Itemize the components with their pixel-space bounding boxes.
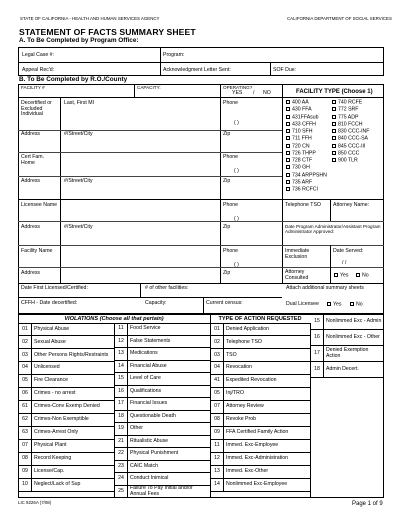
violation-label: Crimes-Arrest Only <box>34 429 79 436</box>
operating-label: OPERATING? <box>223 85 253 90</box>
violation-row[interactable] <box>114 373 210 386</box>
checkbox-icon[interactable] <box>286 115 290 119</box>
street-city-hint: #/Street/City <box>64 131 93 137</box>
facility-type-label: 734 ARPPSHN <box>292 171 327 178</box>
facility-type-option[interactable] <box>332 158 369 165</box>
violation-row[interactable] <box>18 375 114 388</box>
checkbox-icon[interactable] <box>286 136 290 140</box>
violation-row[interactable] <box>18 427 114 440</box>
checkbox-icon[interactable] <box>286 158 290 162</box>
violation-row[interactable] <box>18 466 114 479</box>
facility-type-label: 900 TLR <box>338 157 358 164</box>
violation-row[interactable] <box>114 348 210 361</box>
program-label: Program: <box>163 52 185 58</box>
agency-name: STATE OF CALIFORNIA - HEALTH AND HUMAN SERVICES AGENCY <box>20 16 160 21</box>
facility-type-title: FACILITY TYPE (Choose 1) <box>296 89 373 95</box>
attorney-consulted-yes[interactable]: Yes <box>334 273 348 279</box>
cert-fam-home-label: Cert Fam. Home <box>21 154 45 166</box>
violation-row[interactable] <box>18 362 114 375</box>
zip-label: Zip <box>223 131 231 137</box>
date-first-licensed-label: Date First Licensed/Certified: <box>21 285 88 291</box>
violation-row[interactable] <box>18 323 114 336</box>
date-served-label: Date Served: <box>333 248 364 254</box>
date-served-field[interactable]: / / <box>342 260 347 266</box>
violation-row[interactable] <box>18 440 114 453</box>
violation-row[interactable] <box>18 388 114 401</box>
violation-code: 18 <box>118 412 124 419</box>
attorney-consulted-no[interactable]: No <box>356 273 369 279</box>
action-code: 02 <box>214 338 220 345</box>
action-code: 16 <box>314 334 320 341</box>
attorney-consulted-label: Attorney Consulted <box>285 269 309 281</box>
violation-code: 05 <box>22 377 28 384</box>
action-label: Nonlimmed Exc - Admin <box>326 318 382 325</box>
checkbox-icon[interactable] <box>286 107 290 111</box>
section-a-heading: A. To Be Completed by Program Office: <box>19 37 139 44</box>
violation-code: 16 <box>118 387 124 394</box>
facility-type-label: 845 CCC-III <box>338 142 366 149</box>
action-row[interactable] <box>210 388 310 401</box>
action-row[interactable] <box>210 375 310 388</box>
violation-label: Questionable Death <box>130 412 176 419</box>
violation-row[interactable] <box>114 336 210 349</box>
action-code: 07 <box>214 403 220 410</box>
facility-name-label: Facility Name <box>21 248 53 254</box>
facility-type-list-right <box>332 100 369 165</box>
action-label: Nonlimmed Exc-Employee <box>226 481 288 488</box>
name-hint: Last, First MI <box>64 100 94 106</box>
violations-grid <box>18 323 210 498</box>
legal-case-label: Legal Case #: <box>22 52 55 58</box>
facility-type-label: 830 CCC-INF <box>338 128 370 135</box>
violation-row[interactable] <box>114 361 210 374</box>
ack-letter-field[interactable] <box>240 66 268 74</box>
facility-type-label: 850 CCC <box>338 150 360 157</box>
violation-label: Financial Issues <box>130 400 168 407</box>
checkbox-icon[interactable] <box>286 165 290 169</box>
checkbox-icon[interactable] <box>332 122 336 126</box>
violation-code: 24 <box>118 475 124 482</box>
violation-code: 11 <box>118 325 124 332</box>
page-title: STATEMENT OF FACTS SUMMARY SHEET <box>19 27 196 37</box>
violation-code: 12 <box>118 337 124 344</box>
violation-code: 08 <box>22 455 28 462</box>
violation-row[interactable] <box>18 349 114 362</box>
section-b-heading: B. To Be Completed by R.O./County <box>19 76 128 83</box>
operating-no[interactable]: NO <box>263 90 271 96</box>
facility-type-label: 740 RCFE <box>338 99 363 106</box>
violation-label: Failure To Pay Initial and/or Annual Fees <box>130 485 193 497</box>
address-label: Address <box>21 131 41 137</box>
street-city-hint-3: #/Street/City <box>64 224 93 230</box>
violation-code: 17 <box>118 400 124 407</box>
violation-label: Physical Abuse <box>34 325 70 332</box>
action-row[interactable] <box>210 323 310 336</box>
facility-type-label: 735 ARF <box>292 179 313 186</box>
capacity-label: CAPACITY: <box>137 85 161 90</box>
facility-type-label: 775 ADP <box>338 113 359 120</box>
violation-label: Sexual Abuse <box>34 338 66 345</box>
action-label: Expedited Revocation <box>226 377 277 384</box>
facility-type-label: 726 THPP <box>292 150 316 157</box>
violation-code: 15 <box>118 375 124 382</box>
violation-row[interactable] <box>18 453 114 466</box>
violation-code: 09 <box>22 468 28 475</box>
checkbox-icon[interactable] <box>332 107 336 111</box>
action-row[interactable] <box>210 479 310 492</box>
violation-code: 62 <box>22 416 28 423</box>
action-label: Revoke Prob <box>226 416 256 423</box>
action-label: FFA Certified Family Action <box>226 429 289 436</box>
action-row[interactable] <box>310 314 384 330</box>
violation-code: 22 <box>118 450 124 457</box>
checkbox-icon[interactable] <box>286 100 290 104</box>
phone-label-4: Phone <box>223 248 239 254</box>
department-name: CALIFORNIA DEPARTMENT OF SOCIAL SERVICES <box>287 16 392 21</box>
violation-code: 21 <box>118 437 124 444</box>
action-label: Revocation <box>226 364 252 371</box>
action-label: Denied Exemption Action <box>326 347 369 359</box>
violation-code: 07 <box>22 442 28 449</box>
violation-row[interactable] <box>18 401 114 414</box>
capacity-2-label: Capacity: <box>145 300 167 306</box>
facility-type-label: 810 FCCH <box>338 121 363 128</box>
cffh-date-label: CFFH - Date decertified: <box>21 300 78 306</box>
attach-summary-label: Attach additional summary sheets <box>286 285 364 291</box>
action-label: Inj/TRO <box>226 390 244 397</box>
attorney-name-label: Attorney Name: <box>333 202 370 208</box>
violation-label: Medications <box>130 350 158 357</box>
ack-letter-label: Acknowledgment Letter Sent: <box>163 67 231 73</box>
action-code: 11 <box>214 442 220 449</box>
violation-label: Qualifications <box>130 387 162 394</box>
sof-due-field[interactable] <box>300 66 380 74</box>
facility-type-option[interactable] <box>286 187 327 194</box>
checkbox-icon[interactable] <box>286 151 290 155</box>
violation-label: Physical Punishment <box>130 450 179 457</box>
dual-licensee-yes[interactable]: Yes <box>327 302 341 308</box>
violation-label: Food Service <box>130 325 161 332</box>
violation-row[interactable] <box>18 414 114 427</box>
checkbox-icon[interactable] <box>332 100 336 104</box>
current-census-label: Current census: <box>206 300 243 306</box>
page-number: Page 1 of 9 <box>352 501 383 507</box>
violation-label: Level of Care <box>130 375 161 382</box>
action-label: Immed. Exc-Administration <box>226 455 288 462</box>
checkbox-icon[interactable] <box>286 144 290 148</box>
action-label: Telephone TSO <box>226 338 262 345</box>
form-number: LIC 9226A (7/08) <box>18 500 52 505</box>
dual-licensee-no[interactable]: No <box>350 302 363 308</box>
decertified-name-field[interactable] <box>62 108 217 126</box>
zip-label-3: Zip <box>223 224 231 230</box>
actions-heading: TYPE OF ACTION REQUESTED <box>218 316 302 322</box>
action-code: 04 <box>214 364 220 371</box>
violation-label: Crimes-Conv Exemp Denied <box>34 403 100 410</box>
facility-type-label: 711 FFH <box>292 135 312 142</box>
facility-type-label: 772 SRF <box>338 106 359 113</box>
facility-type-label: 433 CFFH <box>292 121 316 128</box>
checkbox-icon[interactable] <box>332 151 336 155</box>
action-row[interactable] <box>210 349 310 362</box>
checkbox-icon[interactable] <box>286 122 290 126</box>
violation-label: Ritualistic Abuse <box>130 437 169 444</box>
checkbox-icon[interactable] <box>286 129 290 133</box>
street-city-hint-2: #/Street/City <box>64 178 93 184</box>
action-label: TSO <box>226 351 237 358</box>
violation-label: Record Keeping <box>34 455 72 462</box>
violation-code: 14 <box>118 362 124 369</box>
checkbox-icon[interactable] <box>332 136 336 140</box>
sof-due-label: SOF Due: <box>273 67 297 73</box>
decertified-label: Decertified or Excluded Individual <box>21 100 52 118</box>
violation-code: 01 <box>22 325 28 332</box>
violation-row[interactable] <box>114 423 210 436</box>
action-code: 13 <box>214 468 220 475</box>
violation-row[interactable] <box>114 486 210 499</box>
facility-type-label: 430 FFA <box>292 106 312 113</box>
checkbox-icon[interactable] <box>332 144 336 148</box>
facility-type-label: 720 CN <box>292 142 310 149</box>
action-code: 14 <box>214 481 220 488</box>
action-code: 09 <box>214 429 220 436</box>
violation-label: Crimes-Non Exemptible <box>34 416 89 423</box>
phone-label-3: Phone <box>223 202 239 208</box>
action-code: 03 <box>214 351 220 358</box>
action-row[interactable] <box>210 401 310 414</box>
violation-code: 25 <box>118 487 124 494</box>
actions-grid-2 <box>310 314 384 498</box>
zip-label-2: Zip <box>223 178 231 184</box>
action-code: 17 <box>314 350 320 357</box>
address-label-3: Address <box>21 224 41 230</box>
action-row[interactable] <box>210 362 310 375</box>
action-row[interactable] <box>210 440 310 453</box>
violation-label: CAIC Match <box>130 462 158 469</box>
zip-label-4: Zip <box>223 270 231 276</box>
checkbox-icon[interactable] <box>286 187 290 191</box>
action-code: 15 <box>314 318 320 325</box>
program-field[interactable] <box>190 52 380 60</box>
violation-label: Unlicensed <box>34 364 60 371</box>
legal-case-field[interactable] <box>62 52 157 60</box>
violation-label: License/Cap. <box>34 468 65 475</box>
facility-type-label: 736 RCFCI <box>292 186 318 193</box>
action-label: Immed. Exc-Other <box>226 468 269 475</box>
violation-row[interactable] <box>114 398 210 411</box>
action-row[interactable] <box>210 453 310 466</box>
facility-number-label: FACILITY # <box>21 85 45 90</box>
violation-label: Other Persons Rights/Restraints <box>34 351 109 358</box>
checkbox-icon[interactable] <box>332 129 336 133</box>
violation-row[interactable] <box>114 386 210 399</box>
violation-code: 19 <box>118 425 124 432</box>
phone-field[interactable]: ( ) <box>234 120 239 126</box>
violation-code: 63 <box>22 429 28 436</box>
action-label: Admin Decert. <box>326 366 359 373</box>
phone-field-3[interactable]: ( ) <box>234 216 239 222</box>
phone-label: Phone <box>223 100 239 106</box>
violation-row[interactable] <box>114 323 210 336</box>
action-code: 01 <box>214 325 220 332</box>
action-code: 08 <box>214 416 220 423</box>
phone-label-2: Phone <box>223 154 239 160</box>
violation-row[interactable] <box>114 461 210 474</box>
violation-label: Financial Abuse <box>130 362 167 369</box>
action-row[interactable] <box>310 330 384 346</box>
licensee-name-label: Licensee Name <box>21 202 58 208</box>
facility-type-list-left <box>286 100 327 194</box>
violation-row[interactable] <box>114 448 210 461</box>
checkbox-icon[interactable] <box>286 180 290 184</box>
facility-type-label: 710 SFH <box>292 128 313 135</box>
checkbox-icon[interactable] <box>286 173 290 177</box>
checkbox-icon[interactable] <box>332 158 336 162</box>
violations-heading: VIOLATIONS (Choose all that pertain) <box>64 316 164 322</box>
violation-code: 04 <box>22 364 28 371</box>
action-label: Attorney Review <box>226 403 264 410</box>
violation-label: Conduct Inimical <box>130 475 169 482</box>
violation-row[interactable] <box>18 479 114 492</box>
violation-code: 03 <box>22 351 28 358</box>
action-row[interactable] <box>310 362 384 378</box>
action-code: 12 <box>214 455 220 462</box>
action-row[interactable] <box>210 427 310 440</box>
action-label: Denied Application <box>226 325 269 332</box>
action-code: 05 <box>214 390 220 397</box>
appeal-recd-label: Appeal Rec'd: <box>22 67 55 73</box>
dual-licensee-label: Dual Licensee <box>286 301 319 307</box>
violation-row[interactable] <box>114 411 210 424</box>
violation-code: 06 <box>22 390 28 397</box>
action-row[interactable] <box>210 414 310 427</box>
address-label-2: Address <box>21 178 41 184</box>
violation-code: 13 <box>118 350 124 357</box>
facility-type-label: 730 GH <box>292 164 310 171</box>
immediate-exclusion-label: Immediate Exclusion <box>285 248 310 260</box>
operating-yes[interactable]: YES <box>232 90 243 96</box>
violation-label: Other <box>130 425 143 432</box>
telephone-tso-label: Telephone TSO <box>285 202 321 208</box>
violation-row[interactable] <box>114 473 210 486</box>
appeal-recd-field[interactable] <box>58 66 156 74</box>
violation-label: Crimes - no arrest <box>34 390 76 397</box>
facility-type-label: 400 AA <box>292 99 309 106</box>
checkbox-icon[interactable] <box>332 115 336 119</box>
action-label: Immed. Exc-Employee <box>226 442 279 449</box>
phone-field-4[interactable]: ( ) <box>234 262 239 268</box>
violation-row[interactable] <box>114 436 210 449</box>
action-code: 41 <box>214 377 220 384</box>
violation-code: 10 <box>22 481 28 488</box>
date-program-admin-label: Date Program Administrator/Assistant Program Administrator Approved: <box>285 224 381 235</box>
action-row[interactable] <box>210 336 310 349</box>
action-row[interactable] <box>210 466 310 479</box>
facility-type-label: 728 CTF <box>292 157 313 164</box>
facility-type-label: 840 CCC-SA <box>338 135 368 142</box>
actions-grid-1 <box>210 323 310 498</box>
violation-row[interactable] <box>18 336 114 349</box>
facility-type-label: 431FFAsub <box>292 113 319 120</box>
violation-label: Fire Clearance <box>34 377 69 384</box>
action-label: Nonlimmed Exc - Other <box>326 334 380 341</box>
violation-code: 61 <box>22 403 28 410</box>
violation-code: 23 <box>118 462 124 469</box>
violation-label: Neglect/Lack of Sup <box>34 481 81 488</box>
num-other-facilities-label: # of other facilities: <box>145 285 189 291</box>
address-label-4: Address <box>21 270 41 276</box>
violation-label: Physical Plant <box>34 442 67 449</box>
violation-code: 02 <box>22 338 28 345</box>
action-row[interactable] <box>310 346 384 362</box>
action-code: 18 <box>314 366 320 373</box>
violation-label: False Statements <box>130 337 171 344</box>
phone-field-2[interactable]: ( ) <box>234 168 239 174</box>
